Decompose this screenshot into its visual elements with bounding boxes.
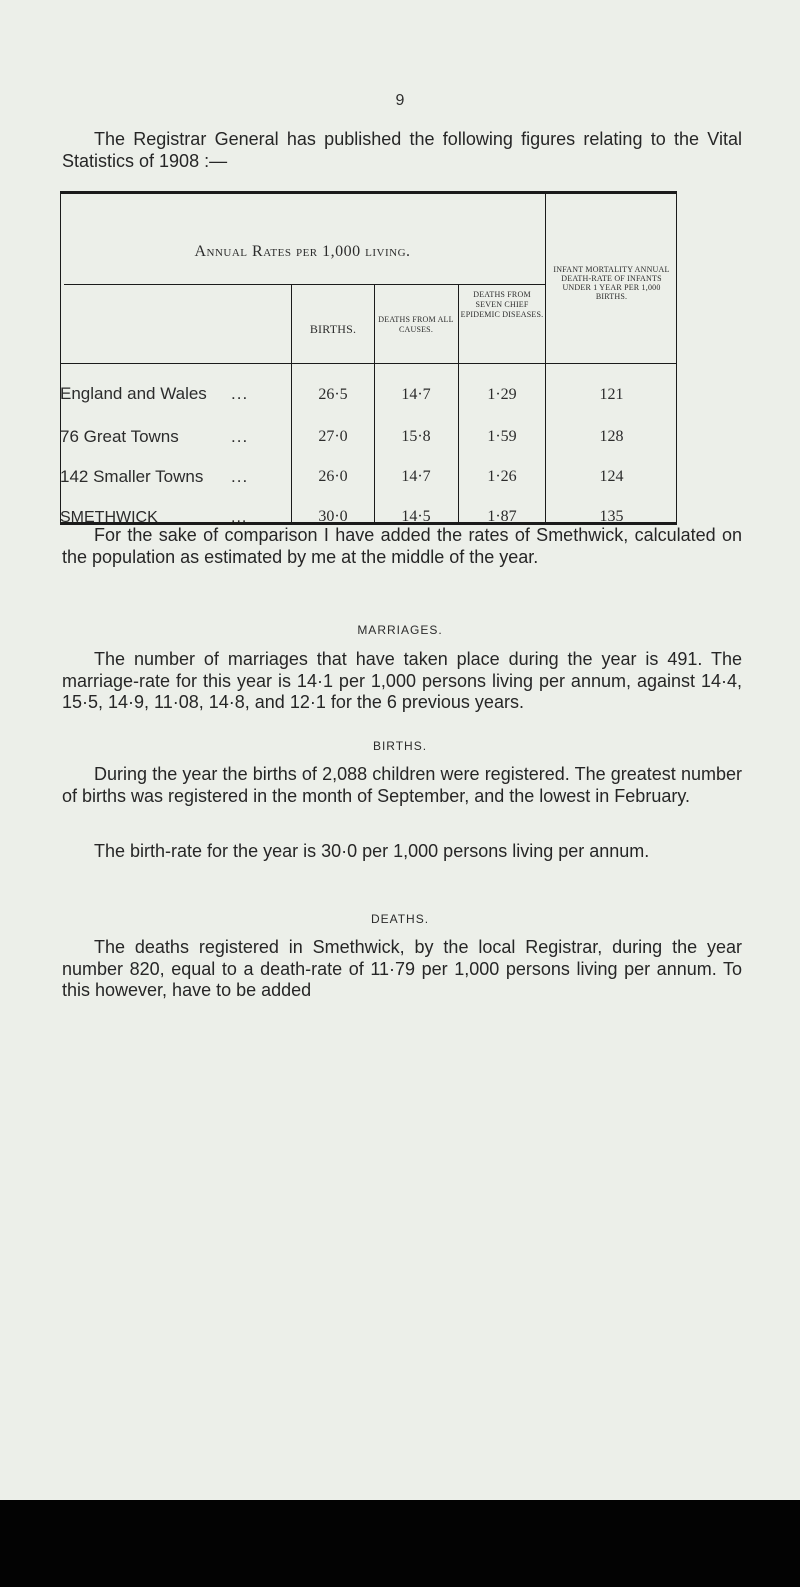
births-heading: BIRTHS. (372, 739, 428, 753)
births-cell: 26·5 (318, 386, 348, 403)
table-title: Annual Rates per 1,000 living. (194, 243, 411, 260)
birth-rate-paragraph: The birth-rate for the year is 30·0 per 1,000 persons living per annum. (94, 841, 650, 861)
deaths-paragraph: The deaths registered in Smethwick, by the local Registrar, during the year number 820, equal to a death-rate of 11·79 per 1,000 persons living per annum. To this however, have to be added (62, 937, 742, 1000)
infant-rate-cell: 121 (599, 386, 624, 403)
marriages-heading: MARRIAGES. (357, 623, 443, 637)
title-underline-rule (64, 284, 545, 285)
deaths-all-cell: 14·7 (401, 386, 431, 403)
table-row-label (60, 467, 291, 487)
row-dots: ... (231, 427, 249, 446)
infant-rate-cell: 128 (599, 428, 624, 445)
row-label-text: England and Wales (60, 384, 207, 403)
deaths-all-cell: 14·5 (401, 508, 431, 525)
scan-bottom-border (0, 1500, 800, 1587)
table-row-label (60, 384, 291, 404)
row-dots: ... (231, 384, 249, 403)
row-dots: ... (231, 467, 249, 486)
comparison-paragraph: For the sake of comparison I have added the rates of Smethwick, calculated on the population as estimated by me at the middle of the year. (62, 525, 742, 567)
infant-rate-cell: 135 (599, 508, 624, 525)
deaths-all-cell: 15·8 (401, 428, 431, 445)
deaths-all-causes-column-header: DEATHS FROM ALL CAUSES. (378, 315, 454, 334)
deaths-seven-cell: 1·26 (487, 468, 517, 485)
deaths-epidemic-column-header: DEATHS FROM SEVEN CHIEF EPIDEMIC DISEASES. (460, 290, 544, 319)
births-cell: 26·0 (318, 468, 348, 485)
deaths-seven-cell: 1·87 (487, 508, 517, 525)
deaths-seven-cell: 1·59 (487, 428, 517, 445)
vital-statistics-table (60, 191, 677, 525)
deaths-all-cell: 14·7 (401, 468, 431, 485)
deaths-seven-cell: 1·29 (487, 386, 517, 403)
row-dots: ... (231, 509, 248, 526)
table-top-rule (60, 191, 677, 194)
deaths-heading: DEATHS. (370, 912, 430, 926)
row-label-text: 76 Great Towns (60, 427, 179, 446)
table-row-label (60, 427, 291, 447)
row-label-text: SMETHWICK (60, 509, 158, 526)
births-column-header: BIRTHS. (309, 322, 357, 336)
row-label-text: 142 Smaller Towns (60, 467, 204, 486)
infant-rate-cell: 124 (599, 468, 624, 485)
births-paragraph: During the year the births of 2,088 children were registered. The greatest number of births was registered in the month of September, and the lowest in February. (62, 764, 742, 806)
header-bottom-rule (60, 363, 677, 364)
infant-mortality-header: INFANT MORTALITY ANNUAL DEATH-RATE OF INFANTS UNDER 1 YEAR PER 1,000 BIRTHS. (553, 265, 670, 301)
births-cell: 30·0 (318, 508, 348, 525)
page-number: 9 (395, 92, 405, 109)
births-cell: 27·0 (318, 428, 348, 445)
intro-paragraph: The Registrar General has published the following figures relating to the Vital Statistics of 1908 :— (62, 129, 742, 171)
marriages-paragraph: The number of marriages that have taken place during the year is 491. The marriage-rate for this year is 14·1 per 1,000 persons living per annum, against 14·4, 15·5, 14·9, 11·08, 14·8, and 12·1 for the 6 previous years. (62, 649, 742, 712)
